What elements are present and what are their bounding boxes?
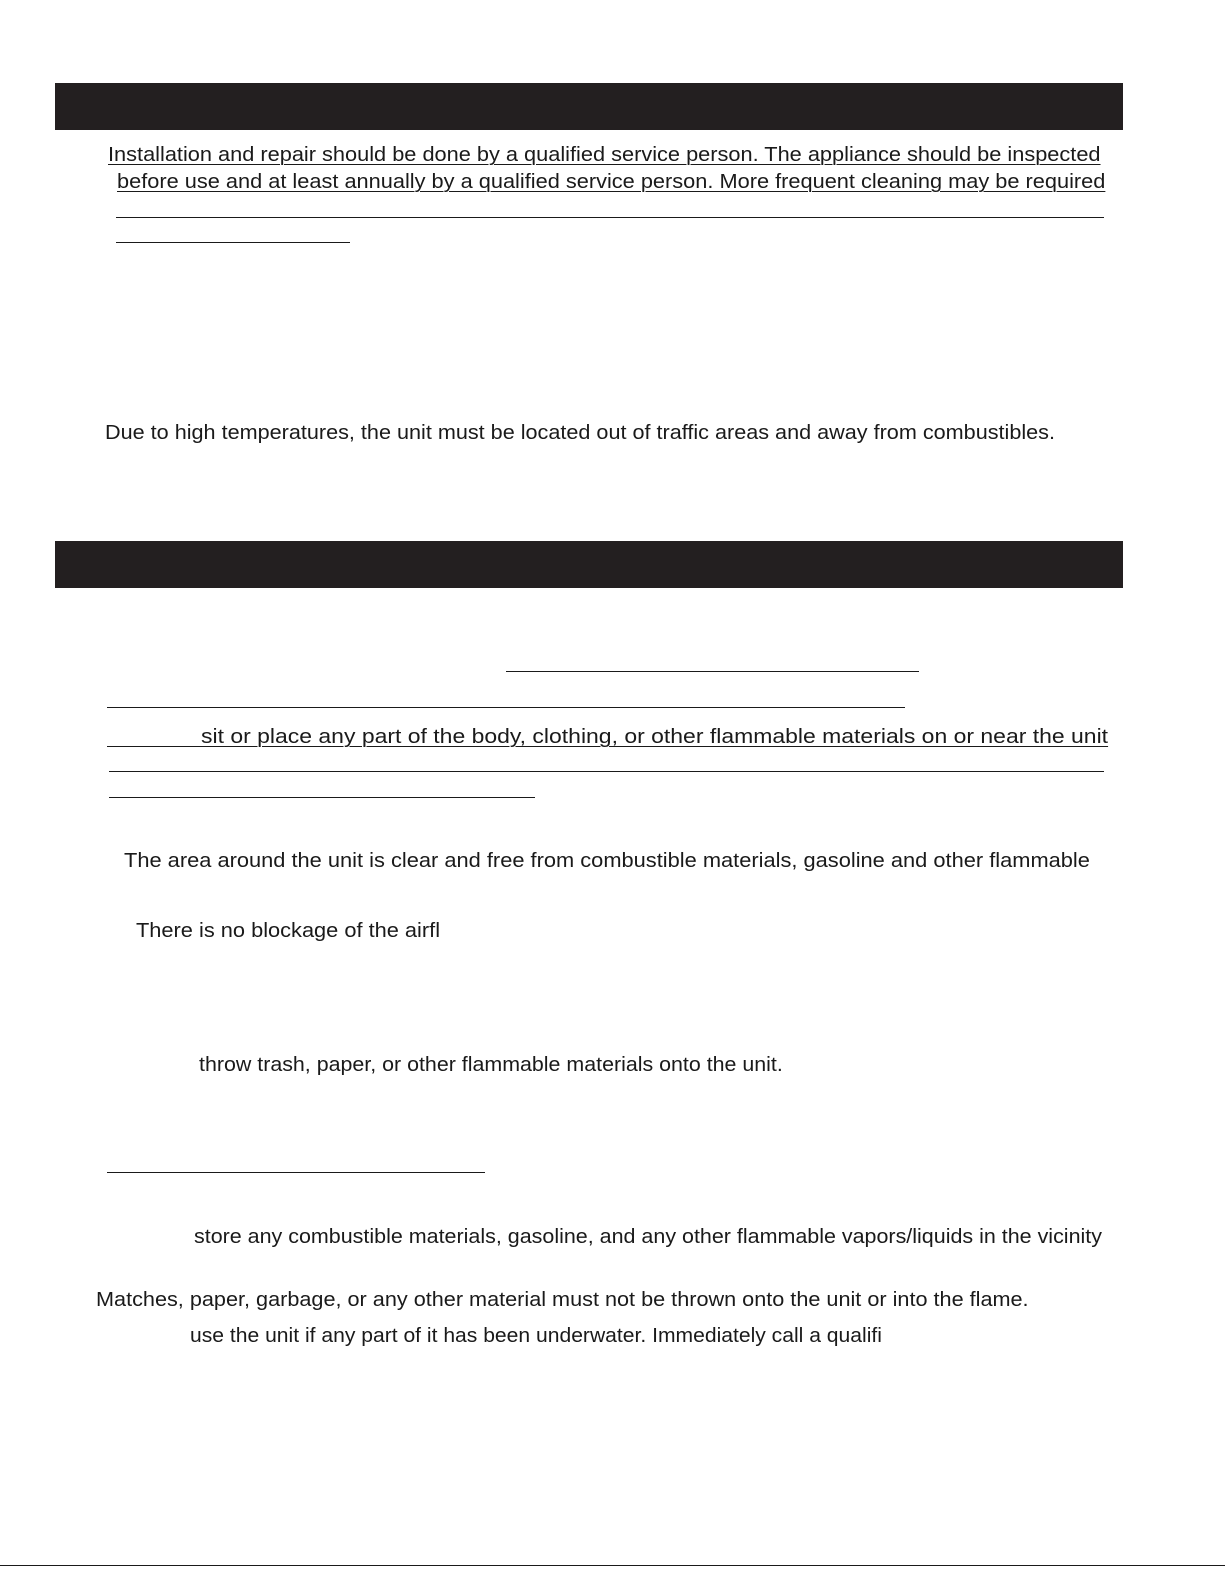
body-warning-text: sit or place any part of the body, clothing, or other flammable materials on or near the unit (201, 726, 1109, 748)
installation-paragraph-line-1: Installation and repair should be done by a qualified service person. The appliance should be inspected (108, 144, 1101, 166)
no-trash-text: throw trash, paper, or other flammable materials onto the unit. (199, 1054, 783, 1076)
underline-rule (116, 242, 350, 243)
area-clear-text: The area around the unit is clear and free from combustible materials, gasoline and other flammable (124, 850, 1090, 872)
underline-rule (109, 797, 535, 798)
section-header-band-1 (55, 83, 1123, 130)
no-blockage-text: There is no blockage of the airfl (136, 920, 441, 942)
underline-rule (107, 1172, 485, 1173)
installation-paragraph-line-2: before use and at least annually by a qualified service person. More frequent cleaning may be required (117, 171, 1106, 193)
footer-rule (0, 1565, 1225, 1566)
underline-rule (506, 671, 919, 672)
matches-text: Matches, paper, garbage, or any other material must not be thrown onto the unit or into the flame. (96, 1289, 1029, 1311)
section-header-band-2 (55, 541, 1123, 588)
underwater-text: use the unit if any part of it has been underwater. Immediately call a qualifi (190, 1325, 882, 1347)
no-store-text: store any combustible materials, gasoline, and any other flammable vapors/liquids in the vicinity (194, 1226, 1102, 1248)
underline-rule (107, 746, 201, 747)
underline-rule (116, 217, 1104, 218)
underline-rule (109, 771, 1104, 772)
underline-rule (107, 707, 905, 708)
location-note: Due to high temperatures, the unit must be located out of traffic areas and away from combustibles. (105, 422, 1055, 444)
